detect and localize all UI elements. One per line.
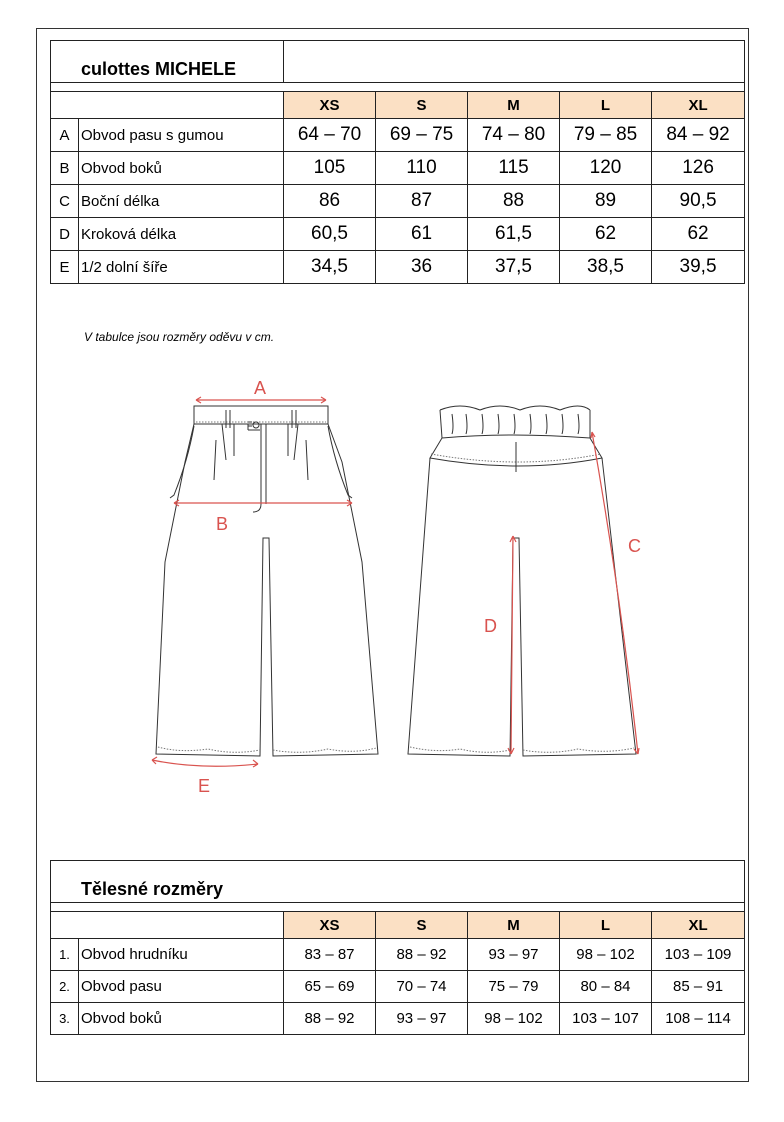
value-cell: 36: [376, 251, 468, 284]
header-blank-cell: [51, 92, 284, 119]
value-cell: 89: [560, 185, 652, 218]
table-row: [51, 939, 745, 971]
size-header-s: S: [376, 912, 468, 939]
value-cell: 86: [284, 185, 376, 218]
spacer-row: [51, 83, 745, 92]
label-a: A: [254, 378, 267, 398]
value-cell: 93 – 97: [468, 939, 560, 971]
value-cell: 61: [376, 218, 468, 251]
label-d: D: [484, 616, 497, 636]
size-header-xl: XL: [652, 912, 745, 939]
size-header-xs: XS: [284, 92, 376, 119]
title-blank-cell: [284, 41, 745, 83]
size-header-s: S: [376, 92, 468, 119]
measure-line-b: [174, 500, 352, 506]
body-size-table: [50, 860, 745, 1035]
measure-line-d: [508, 536, 516, 754]
size-header-xs: XS: [284, 912, 376, 939]
garment-size-table: [50, 40, 745, 284]
garment-title: culottes MICHELE: [51, 41, 284, 83]
label-b: B: [216, 514, 229, 534]
front-view-drawing: [156, 406, 378, 756]
row-number: 3.: [51, 1003, 79, 1035]
value-cell: 37,5: [468, 251, 560, 284]
value-cell: 103 – 109: [652, 939, 745, 971]
value-cell: 84 – 92: [652, 119, 745, 152]
measure-line-c: [591, 432, 639, 754]
value-cell: 120: [560, 152, 652, 185]
table-row: [51, 185, 745, 218]
value-cell: 126: [652, 152, 745, 185]
table-row: [51, 971, 745, 1003]
row-label: Kroková délka: [79, 218, 284, 251]
value-cell: 88: [468, 185, 560, 218]
value-cell: 70 – 74: [376, 971, 468, 1003]
value-cell: 83 – 87: [284, 939, 376, 971]
measure-line-e: [152, 757, 258, 767]
value-cell: 105: [284, 152, 376, 185]
row-letter: E: [51, 251, 79, 284]
row-letter: A: [51, 119, 79, 152]
row-label: Obvod hrudníku: [79, 939, 284, 971]
body-title: Tělesné rozměry: [51, 861, 745, 903]
row-label: Obvod boků: [79, 152, 284, 185]
table-row: [51, 119, 745, 152]
row-label: Obvod boků: [79, 1003, 284, 1035]
table-row: [51, 251, 745, 284]
table-row: [51, 152, 745, 185]
value-cell: 80 – 84: [560, 971, 652, 1003]
row-number: 2.: [51, 971, 79, 1003]
row-label: 1/2 dolní šíře: [79, 251, 284, 284]
value-cell: 60,5: [284, 218, 376, 251]
value-cell: 62: [652, 218, 745, 251]
value-cell: 108 – 114: [652, 1003, 745, 1035]
value-cell: 87: [376, 185, 468, 218]
value-cell: 110: [376, 152, 468, 185]
value-cell: 88 – 92: [284, 1003, 376, 1035]
units-note: V tabulce jsou rozměry oděvu v cm.: [84, 330, 275, 344]
table-row: [51, 1003, 745, 1035]
value-cell: 38,5: [560, 251, 652, 284]
row-letter: C: [51, 185, 79, 218]
value-cell: 115: [468, 152, 560, 185]
value-cell: 39,5: [652, 251, 745, 284]
culottes-diagram: [130, 370, 650, 800]
row-letter: B: [51, 152, 79, 185]
value-cell: 85 – 91: [652, 971, 745, 1003]
header-blank-cell: [51, 912, 284, 939]
value-cell: 79 – 85: [560, 119, 652, 152]
table-row: [51, 218, 745, 251]
value-cell: 90,5: [652, 185, 745, 218]
value-cell: 69 – 75: [376, 119, 468, 152]
value-cell: 62: [560, 218, 652, 251]
value-cell: 65 – 69: [284, 971, 376, 1003]
spacer-row: [51, 903, 745, 912]
row-label: Boční délka: [79, 185, 284, 218]
label-e: E: [198, 776, 211, 796]
size-header-l: L: [560, 912, 652, 939]
value-cell: 103 – 107: [560, 1003, 652, 1035]
size-header-m: M: [468, 92, 560, 119]
value-cell: 74 – 80: [468, 119, 560, 152]
row-label: Obvod pasu s gumou: [79, 119, 284, 152]
value-cell: 64 – 70: [284, 119, 376, 152]
row-label: Obvod pasu: [79, 971, 284, 1003]
back-view-drawing: [408, 406, 636, 756]
size-header-m: M: [468, 912, 560, 939]
value-cell: 34,5: [284, 251, 376, 284]
value-cell: 93 – 97: [376, 1003, 468, 1035]
size-header-xl: XL: [652, 92, 745, 119]
value-cell: 98 – 102: [468, 1003, 560, 1035]
value-cell: 75 – 79: [468, 971, 560, 1003]
value-cell: 98 – 102: [560, 939, 652, 971]
value-cell: 88 – 92: [376, 939, 468, 971]
row-letter: D: [51, 218, 79, 251]
value-cell: 61,5: [468, 218, 560, 251]
label-c: C: [628, 536, 641, 556]
size-header-l: L: [560, 92, 652, 119]
row-number: 1.: [51, 939, 79, 971]
